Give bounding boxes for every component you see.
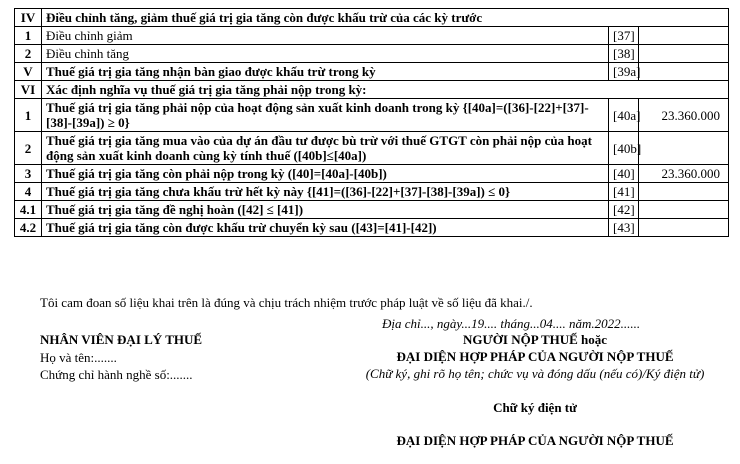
- table-row: [15, 132, 729, 165]
- row-value: [639, 132, 729, 165]
- row-number: 3: [15, 165, 42, 183]
- agent-title: NHÂN VIÊN ĐẠI LÝ THUẾ: [40, 332, 203, 347]
- row-code: [43]: [609, 219, 639, 237]
- agent-name: Họ và tên:.......: [40, 350, 117, 365]
- row-number: 1: [15, 27, 42, 45]
- row-code: [37]: [609, 27, 639, 45]
- commitment-text: Tôi cam đoan số liệu khai trên là đúng và chịu trách nhiệm trước pháp luật về số liệu đã khai./.: [40, 295, 533, 310]
- tax-declaration-table: [14, 8, 729, 237]
- row-code: [42]: [609, 201, 639, 219]
- row-number: 4.2: [15, 219, 42, 237]
- row-description: Điều chỉnh giảm: [42, 27, 609, 45]
- row-number: 1: [15, 99, 42, 132]
- row-value: 23.360.000: [639, 99, 729, 132]
- place-date: Địa chỉ..., ngày...19.... tháng...04.... năm.2022......: [382, 316, 641, 331]
- row-description: Thuế giá trị gia tăng phải nộp của hoạt động sản xuất kinh doanh trong kỳ {[40a]=([36]-[22]+[37]-[38]-[39a]) ≥ 0}: [42, 99, 609, 132]
- row-code: [40a]: [609, 99, 639, 132]
- row-value: [639, 201, 729, 219]
- table-row: [15, 45, 729, 63]
- row-number: V: [15, 63, 42, 81]
- table-row: [15, 165, 729, 183]
- taxpayer-representative: ĐẠI DIỆN HỢP PHÁP CỦA NGƯỜI NỘP THUẾ: [396, 349, 674, 364]
- row-value: 23.360.000: [639, 165, 729, 183]
- table-body: [15, 9, 729, 237]
- row-value: [639, 183, 729, 201]
- table-row: [15, 183, 729, 201]
- table-row: [15, 99, 729, 132]
- row-number: IV: [15, 9, 42, 27]
- row-description: Thuế giá trị gia tăng đề nghị hoàn ([42] ≤ [41]): [42, 201, 609, 219]
- signature-note: (Chữ ký, ghi rõ họ tên; chức vụ và đóng dấu (nếu có)/Ký điện tử): [365, 366, 705, 381]
- e-signature-label: Chữ ký điện tử: [493, 400, 577, 415]
- row-code: [38]: [609, 45, 639, 63]
- row-description: Thuế giá trị gia tăng nhận bàn giao được khấu trừ trong kỳ: [42, 63, 609, 81]
- taxpayer-representative-2: ĐẠI DIỆN HỢP PHÁP CỦA NGƯỜI NỘP THUẾ: [396, 433, 674, 448]
- table-row: [15, 63, 729, 81]
- row-value: [639, 219, 729, 237]
- row-number: 4.1: [15, 201, 42, 219]
- row-code: [40b]: [609, 132, 639, 165]
- row-code: [40]: [609, 165, 639, 183]
- table-row: [15, 219, 729, 237]
- row-value: [639, 63, 729, 81]
- row-value: [639, 27, 729, 45]
- row-code: [41]: [609, 183, 639, 201]
- table-row: [15, 201, 729, 219]
- row-description: Xác định nghĩa vụ thuế giá trị gia tăng phải nộp trong kỳ:: [42, 81, 729, 99]
- row-number: VI: [15, 81, 42, 99]
- row-description: Thuế giá trị gia tăng mua vào của dự án đầu tư được bù trừ với thuế GTGT còn phải nộp của hoạt động sản xuất kinh doanh cùng kỳ tính thuế ([40b]≤[40a]): [42, 132, 609, 165]
- agent-certificate: Chứng chỉ hành nghề số:.......: [40, 367, 193, 382]
- table-row: [15, 27, 729, 45]
- taxpayer-title: NGƯỜI NỘP THUẾ hoặc: [462, 332, 608, 347]
- row-description: Thuế giá trị gia tăng chưa khấu trừ hết kỳ này {[41]=([36]-[22]+[37]-[38]-[39a]) ≤ 0}: [42, 183, 609, 201]
- row-description: Điều chỉnh tăng: [42, 45, 609, 63]
- row-number: 4: [15, 183, 42, 201]
- row-description: Điều chỉnh tăng, giảm thuế giá trị gia tăng còn được khấu trừ của các kỳ trước: [42, 9, 729, 27]
- row-description: Thuế giá trị gia tăng còn được khấu trừ chuyển kỳ sau ([43]=[41]-[42]): [42, 219, 609, 237]
- row-value: [639, 45, 729, 63]
- table-row: [15, 9, 729, 27]
- table-row: [15, 81, 729, 99]
- row-number: 2: [15, 132, 42, 165]
- row-code: [39a]: [609, 63, 639, 81]
- row-description: Thuế giá trị gia tăng còn phải nộp trong kỳ ([40]=[40a]-[40b]): [42, 165, 609, 183]
- row-number: 2: [15, 45, 42, 63]
